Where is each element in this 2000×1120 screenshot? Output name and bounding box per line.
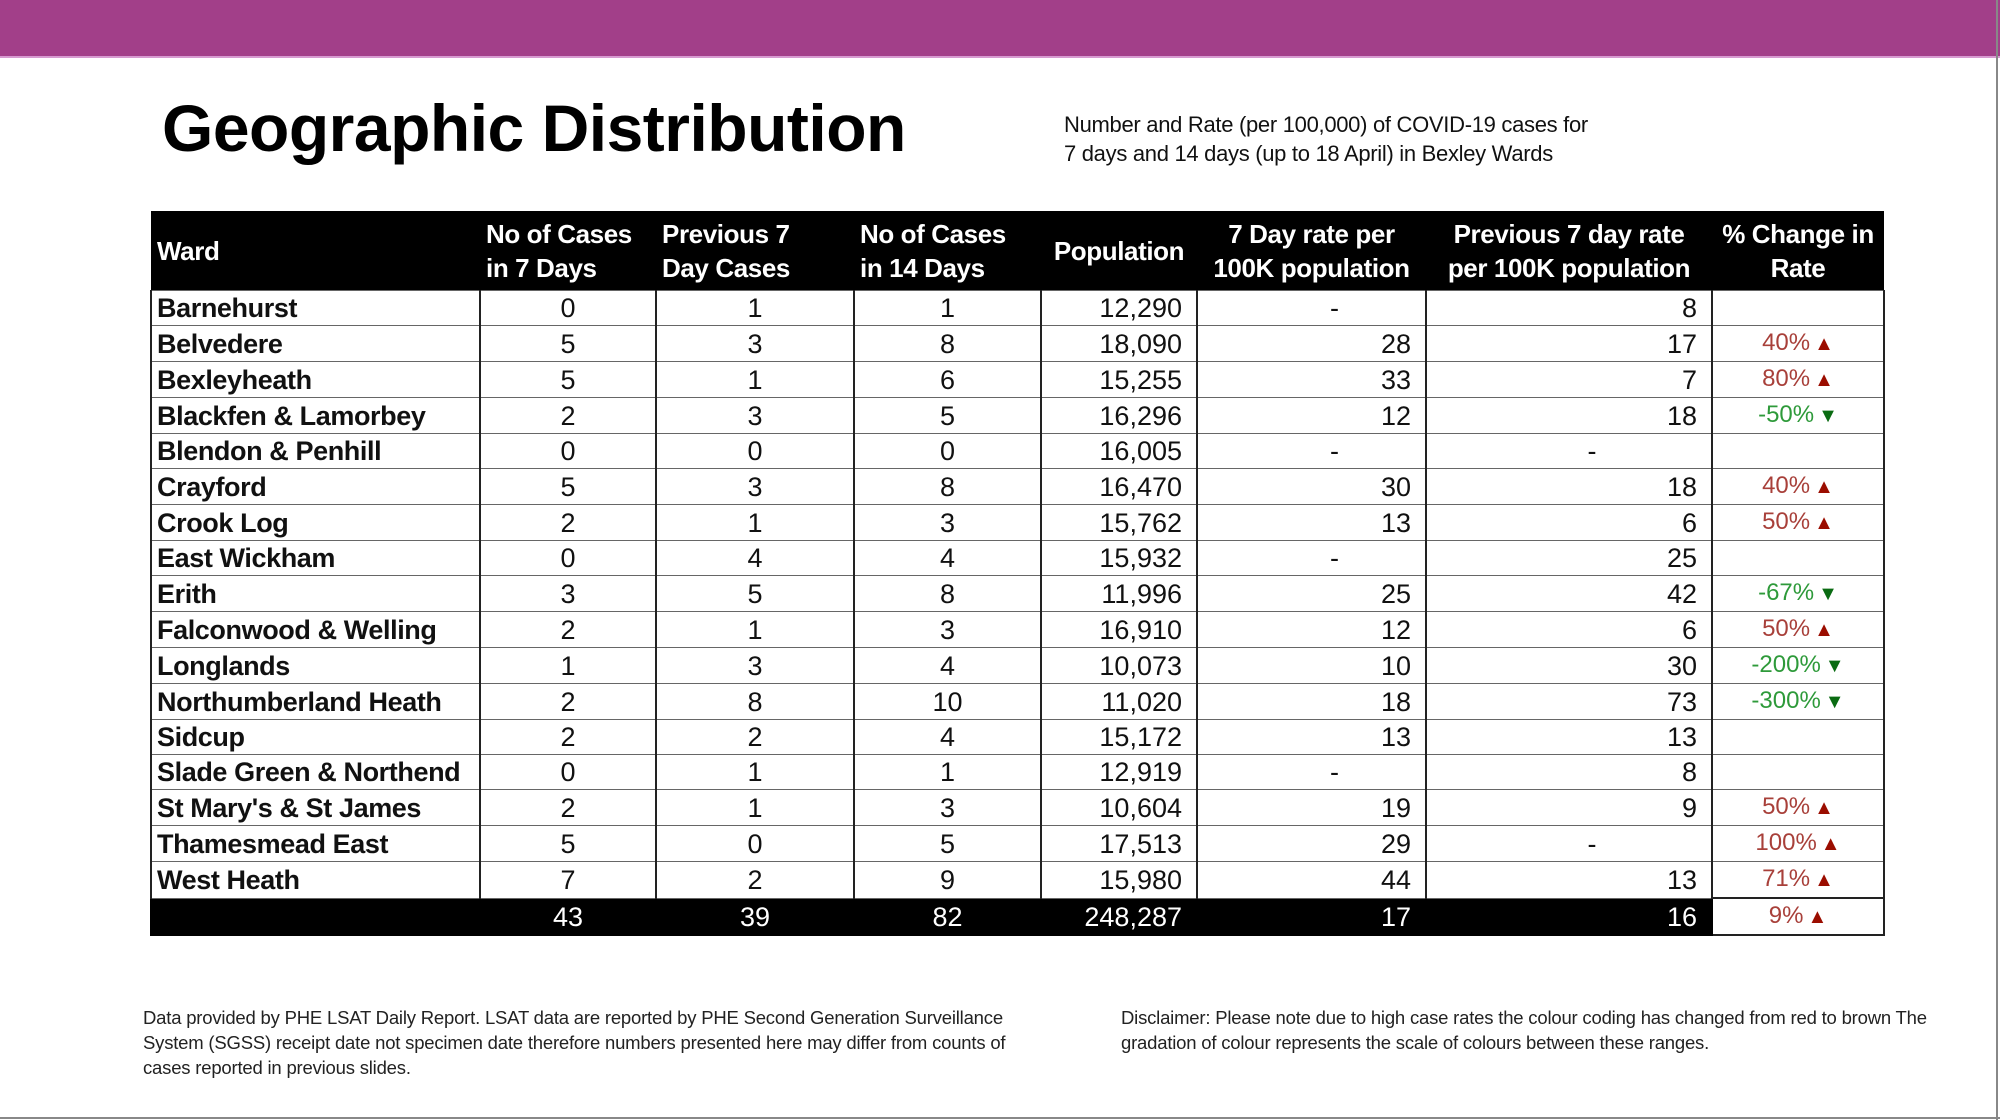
population-cell: 11,020 <box>1041 684 1197 720</box>
previous-rate-7-day-cell: 25 <box>1426 541 1712 576</box>
triangle-down-icon: ▼ <box>1818 405 1838 427</box>
cases-14-days-cell: 0 <box>854 434 1041 469</box>
triangle-up-icon: ▲ <box>1814 869 1834 891</box>
cases-7-days-cell: 0 <box>480 541 656 576</box>
percent-change-cell <box>1712 612 1884 648</box>
previous-7-day-cases-cell: 5 <box>656 576 854 612</box>
cases-14-days-cell: 10 <box>854 684 1041 720</box>
cases-7-days-cell: 5 <box>480 362 656 398</box>
triangle-up-icon: ▲ <box>1814 369 1834 391</box>
ward-cell: Barnehurst <box>151 291 480 326</box>
cases-14-days-cell: 9 <box>854 862 1041 899</box>
triangle-up-icon: ▲ <box>1814 797 1834 819</box>
rate-7-day-cell: 12 <box>1197 398 1426 434</box>
ward-cell: Northumberland Heath <box>151 684 480 720</box>
previous-rate-7-day-cell: 8 <box>1426 291 1712 326</box>
cases-14-days-cell: 5 <box>854 398 1041 434</box>
percent-change-cell <box>1712 291 1884 326</box>
previous-rate-7-day-cell: 73 <box>1426 684 1712 720</box>
previous-7-day-cases-cell: 1 <box>656 291 854 326</box>
cases-7-days-cell: 2 <box>480 720 656 755</box>
percent-change-cell <box>1712 898 1884 935</box>
top-banner <box>0 0 2000 58</box>
previous-7-day-cases-cell: 1 <box>656 755 854 790</box>
previous-rate-7-day-cell: 6 <box>1426 612 1712 648</box>
percent-change-cell <box>1712 826 1884 862</box>
percent-change-value: 50% <box>1762 793 1811 820</box>
cases-14-days-cell: 1 <box>854 291 1041 326</box>
cases-7-days-cell: 5 <box>480 469 656 505</box>
table-header-row <box>151 211 1884 291</box>
previous-rate-7-day-cell: 17 <box>1426 326 1712 362</box>
ward-cell: West Heath <box>151 862 480 899</box>
triangle-up-icon: ▲ <box>1814 476 1834 498</box>
population-cell: 16,005 <box>1041 434 1197 469</box>
previous-rate-7-day-cell: - <box>1426 434 1712 469</box>
table-row <box>151 720 1884 755</box>
population-cell: 16,910 <box>1041 612 1197 648</box>
table-row <box>151 612 1884 648</box>
rate-7-day-cell: 44 <box>1197 862 1426 899</box>
ward-cell: Slade Green & Northend <box>151 755 480 790</box>
previous-7-day-cases-cell: 1 <box>656 612 854 648</box>
population-cell: 10,073 <box>1041 648 1197 684</box>
previous-rate-7-day-cell: 7 <box>1426 362 1712 398</box>
rate-7-day-cell: - <box>1197 755 1426 790</box>
percent-change-cell <box>1712 790 1884 826</box>
ward-cell: Falconwood & Welling <box>151 612 480 648</box>
previous-rate-7-day-cell: 13 <box>1426 720 1712 755</box>
previous-7-day-cases-cell: 3 <box>656 648 854 684</box>
cases-14-days-cell: 8 <box>854 326 1041 362</box>
population-cell: 12,919 <box>1041 755 1197 790</box>
table-row <box>151 862 1884 899</box>
column-header-population: Population <box>1041 211 1197 291</box>
table-row <box>151 362 1884 398</box>
rate-7-day-cell: 29 <box>1197 826 1426 862</box>
ward-cell <box>151 898 480 935</box>
page-subtitle <box>1064 110 1704 168</box>
table-row <box>151 684 1884 720</box>
table-row <box>151 541 1884 576</box>
table-row <box>151 469 1884 505</box>
table-total-row <box>151 898 1884 935</box>
percent-change-value: -300% <box>1751 687 1821 714</box>
previous-rate-7-day-cell: - <box>1426 826 1712 862</box>
cases-14-days-cell: 82 <box>854 898 1041 935</box>
population-cell: 15,980 <box>1041 862 1197 899</box>
column-header-7-day-rate: 7 Day rate per 100K population <box>1197 211 1426 291</box>
percent-change-cell <box>1712 326 1884 362</box>
percent-change-cell <box>1712 505 1884 541</box>
cases-7-days-cell: 5 <box>480 326 656 362</box>
previous-7-day-cases-cell: 2 <box>656 862 854 899</box>
ward-cell: Bexleyheath <box>151 362 480 398</box>
table-body <box>151 291 1884 936</box>
triangle-down-icon: ▼ <box>1824 655 1845 677</box>
ward-cell: Belvedere <box>151 326 480 362</box>
cases-14-days-cell: 1 <box>854 755 1041 790</box>
rate-7-day-cell: 28 <box>1197 326 1426 362</box>
population-cell: 15,172 <box>1041 720 1197 755</box>
ward-cases-table <box>150 211 1885 936</box>
cases-7-days-cell: 2 <box>480 684 656 720</box>
triangle-up-icon: ▲ <box>1807 906 1828 928</box>
previous-rate-7-day-cell: 8 <box>1426 755 1712 790</box>
cases-14-days-cell: 4 <box>854 648 1041 684</box>
ward-cell: St Mary's & St James <box>151 790 480 826</box>
previous-7-day-cases-cell: 0 <box>656 826 854 862</box>
previous-7-day-cases-cell: 1 <box>656 790 854 826</box>
population-cell: 10,604 <box>1041 790 1197 826</box>
cases-14-days-cell: 5 <box>854 826 1041 862</box>
cases-7-days-cell: 2 <box>480 505 656 541</box>
rate-7-day-cell: 13 <box>1197 720 1426 755</box>
triangle-up-icon: ▲ <box>1814 333 1834 355</box>
column-header-previous-7-day-cases: Previous 7 Day Cases <box>656 211 854 291</box>
ward-cell: Longlands <box>151 648 480 684</box>
table-row <box>151 576 1884 612</box>
triangle-down-icon: ▼ <box>1824 691 1845 713</box>
previous-rate-7-day-cell: 6 <box>1426 505 1712 541</box>
rate-7-day-cell: 10 <box>1197 648 1426 684</box>
triangle-up-icon: ▲ <box>1814 619 1834 641</box>
rate-7-day-cell: 25 <box>1197 576 1426 612</box>
population-cell: 18,090 <box>1041 326 1197 362</box>
cases-14-days-cell: 3 <box>854 790 1041 826</box>
table-row <box>151 790 1884 826</box>
ward-cell: Thamesmead East <box>151 826 480 862</box>
ward-cell: Crook Log <box>151 505 480 541</box>
cases-14-days-cell: 3 <box>854 612 1041 648</box>
percent-change-cell <box>1712 469 1884 505</box>
percent-change-cell <box>1712 576 1884 612</box>
percent-change-value: -50% <box>1758 401 1815 428</box>
data-source-note: Data provided by PHE LSAT Daily Report. LSAT data are reported by PHE Second Generation Surveillance System (SGSS) receipt date not specimen date therefore numbers presented here may differ from counts of cases reported in previous slides. <box>143 1007 1006 1078</box>
cases-7-days-cell: 1 <box>480 648 656 684</box>
population-cell: 15,932 <box>1041 541 1197 576</box>
percent-change-cell <box>1712 684 1884 720</box>
previous-7-day-cases-cell: 3 <box>656 326 854 362</box>
column-header-percent-change: % Change in Rate <box>1712 211 1884 291</box>
ward-cell: Crayford <box>151 469 480 505</box>
cases-14-days-cell: 4 <box>854 541 1041 576</box>
cases-7-days-cell: 2 <box>480 612 656 648</box>
percent-change-cell <box>1712 648 1884 684</box>
previous-7-day-cases-cell: 4 <box>656 541 854 576</box>
cases-7-days-cell: 3 <box>480 576 656 612</box>
previous-7-day-cases-cell: 3 <box>656 469 854 505</box>
previous-rate-7-day-cell: 18 <box>1426 398 1712 434</box>
population-cell: 12,290 <box>1041 291 1197 326</box>
percent-change-value: 100% <box>1755 829 1817 856</box>
previous-7-day-cases-cell: 2 <box>656 720 854 755</box>
population-cell: 11,996 <box>1041 576 1197 612</box>
rate-7-day-cell: - <box>1197 434 1426 469</box>
percent-change-cell <box>1712 755 1884 790</box>
percent-change-value: 9% <box>1768 902 1804 929</box>
subtitle-line-2: 7 days and 14 days (up to 18 April) in Bexley Wards <box>1064 141 1553 166</box>
previous-7-day-cases-cell: 1 <box>656 505 854 541</box>
population-cell: 16,296 <box>1041 398 1197 434</box>
previous-rate-7-day-cell: 18 <box>1426 469 1712 505</box>
table-row <box>151 398 1884 434</box>
ward-cell: Erith <box>151 576 480 612</box>
ward-cell: East Wickham <box>151 541 480 576</box>
cases-7-days-cell: 7 <box>480 862 656 899</box>
previous-7-day-cases-cell: 8 <box>656 684 854 720</box>
triangle-up-icon: ▲ <box>1814 512 1834 534</box>
rate-7-day-cell: 33 <box>1197 362 1426 398</box>
rate-7-day-cell: 12 <box>1197 612 1426 648</box>
cases-14-days-cell: 8 <box>854 576 1041 612</box>
cases-14-days-cell: 8 <box>854 469 1041 505</box>
percent-change-value: 50% <box>1762 508 1811 535</box>
rate-7-day-cell: 19 <box>1197 790 1426 826</box>
rate-7-day-cell: - <box>1197 541 1426 576</box>
previous-7-day-cases-cell: 1 <box>656 362 854 398</box>
frame-border-bottom <box>0 1117 2000 1119</box>
cases-7-days-cell: 2 <box>480 790 656 826</box>
percent-change-value: -67% <box>1758 579 1815 606</box>
column-header-previous-7-day-rate: Previous 7 day rate per 100K population <box>1426 211 1712 291</box>
ward-cell: Blackfen & Lamorbey <box>151 398 480 434</box>
previous-rate-7-day-cell: 13 <box>1426 862 1712 899</box>
cases-7-days-cell: 5 <box>480 826 656 862</box>
table-row <box>151 755 1884 790</box>
percent-change-cell <box>1712 720 1884 755</box>
previous-7-day-cases-cell: 3 <box>656 398 854 434</box>
rate-7-day-cell: 18 <box>1197 684 1426 720</box>
subtitle-line-1: Number and Rate (per 100,000) of COVID-19 cases for <box>1064 112 1588 137</box>
table-row <box>151 291 1884 326</box>
percent-change-cell <box>1712 541 1884 576</box>
percent-change-value: 40% <box>1762 472 1811 499</box>
rate-7-day-cell: 17 <box>1197 898 1426 935</box>
percent-change-cell <box>1712 398 1884 434</box>
percent-change-value: 50% <box>1762 615 1811 642</box>
previous-rate-7-day-cell: 16 <box>1426 898 1712 935</box>
cases-14-days-cell: 6 <box>854 362 1041 398</box>
ward-cell: Sidcup <box>151 720 480 755</box>
disclaimer-note: Disclaimer: Please note due to high case rates the colour coding has changed from red to brown The gradation of colour represents the scale of colours between these ranges. <box>1121 1007 1927 1053</box>
column-header-cases-14-days: No of Cases in 14 Days <box>854 211 1041 291</box>
cases-7-days-cell: 0 <box>480 291 656 326</box>
cases-7-days-cell: 43 <box>480 898 656 935</box>
triangle-down-icon: ▼ <box>1818 583 1838 605</box>
rate-7-day-cell: 30 <box>1197 469 1426 505</box>
frame-border-right <box>1996 0 1998 1120</box>
page-title: Geographic Distribution <box>162 91 906 165</box>
column-header-ward: Ward <box>151 211 480 291</box>
population-cell: 16,470 <box>1041 469 1197 505</box>
previous-rate-7-day-cell: 30 <box>1426 648 1712 684</box>
table-row <box>151 505 1884 541</box>
population-cell: 15,762 <box>1041 505 1197 541</box>
table-row <box>151 326 1884 362</box>
population-cell: 248,287 <box>1041 898 1197 935</box>
cases-7-days-cell: 0 <box>480 434 656 469</box>
rate-7-day-cell: 13 <box>1197 505 1426 541</box>
cases-7-days-cell: 0 <box>480 755 656 790</box>
table-row <box>151 826 1884 862</box>
cases-7-days-cell: 2 <box>480 398 656 434</box>
percent-change-value: 71% <box>1762 865 1811 892</box>
population-cell: 15,255 <box>1041 362 1197 398</box>
percent-change-cell <box>1712 862 1884 899</box>
previous-7-day-cases-cell: 39 <box>656 898 854 935</box>
percent-change-value: 40% <box>1762 329 1811 356</box>
triangle-up-icon: ▲ <box>1820 833 1841 855</box>
rate-7-day-cell: - <box>1197 291 1426 326</box>
ward-cell: Blendon & Penhill <box>151 434 480 469</box>
previous-rate-7-day-cell: 42 <box>1426 576 1712 612</box>
cases-14-days-cell: 3 <box>854 505 1041 541</box>
percent-change-value: -200% <box>1751 651 1821 678</box>
percent-change-cell <box>1712 362 1884 398</box>
table-row <box>151 648 1884 684</box>
previous-rate-7-day-cell: 9 <box>1426 790 1712 826</box>
percent-change-value: 80% <box>1762 365 1811 392</box>
percent-change-cell <box>1712 434 1884 469</box>
population-cell: 17,513 <box>1041 826 1197 862</box>
cases-14-days-cell: 4 <box>854 720 1041 755</box>
table-row <box>151 434 1884 469</box>
column-header-cases-7-days: No of Cases in 7 Days <box>480 211 656 291</box>
previous-7-day-cases-cell: 0 <box>656 434 854 469</box>
